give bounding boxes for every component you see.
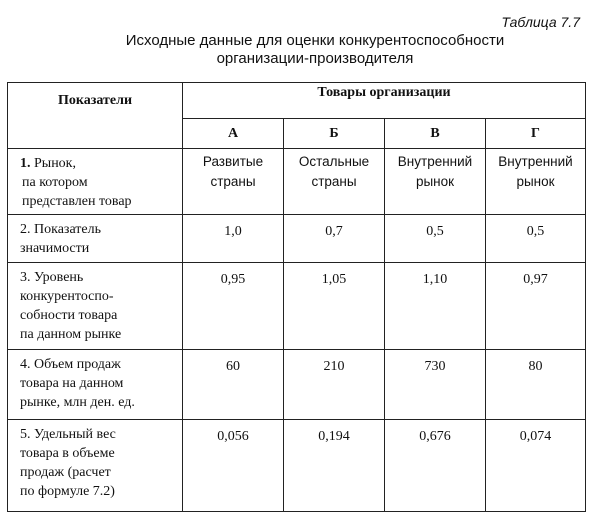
cell-value: 730 (385, 350, 486, 420)
competitiveness-data-table (7, 82, 586, 512)
cell-value: 1,05 (284, 263, 385, 350)
cell-market-v: Внутренний рынок (385, 149, 486, 215)
cell-value: 1,0 (183, 215, 284, 263)
cell-value: 0,676 (385, 420, 486, 512)
cell-value: 0,97 (486, 263, 586, 350)
cell-value: 210 (284, 350, 385, 420)
table-row (8, 149, 586, 215)
cell-market-a: Развитые страны (183, 149, 284, 215)
column-header-g: Г (486, 119, 586, 149)
row-label: 5. Удельный вес товара в объеме продаж (расчет по формуле 7.2) (8, 420, 183, 512)
cell-value: 0,7 (284, 215, 385, 263)
row-label: 3. Уровень конкурентоспо- собности товара па данном рынке (8, 263, 183, 350)
cell-value: 0,074 (486, 420, 586, 512)
cell-value: 0,056 (183, 420, 284, 512)
cell-value: 1,10 (385, 263, 486, 350)
row-label: 1. Рынок, па котором представлен товар (8, 149, 183, 215)
cell-market-g: Внутренний рынок (486, 149, 586, 215)
table-caption-line-1: Исходные данные для оценки конкурентоспособности (125, 32, 505, 49)
header-row (8, 83, 586, 119)
table-row (8, 263, 586, 350)
cell-value: 0,5 (385, 215, 486, 263)
table-caption-line-2: организации-производителя (216, 50, 414, 67)
table-row (8, 350, 586, 420)
table-row (8, 215, 586, 263)
row-label: 4. Объем продаж товара на данном рынке, млн ден. ед. (8, 350, 183, 420)
column-header-a: А (183, 119, 284, 149)
table-row (8, 420, 586, 512)
cell-value: 0,95 (183, 263, 284, 350)
indicators-header: Показатели (8, 83, 183, 149)
cell-value: 60 (183, 350, 284, 420)
column-header-v: В (385, 119, 486, 149)
goods-header: Товары организации (183, 83, 586, 119)
table-number: Таблица 7.7 (501, 14, 580, 30)
row-label: 2. Показатель значимости (8, 215, 183, 263)
cell-market-b: Остальные страны (284, 149, 385, 215)
cell-value: 80 (486, 350, 586, 420)
cell-value: 0,194 (284, 420, 385, 512)
cell-value: 0,5 (486, 215, 586, 263)
column-header-b: Б (284, 119, 385, 149)
